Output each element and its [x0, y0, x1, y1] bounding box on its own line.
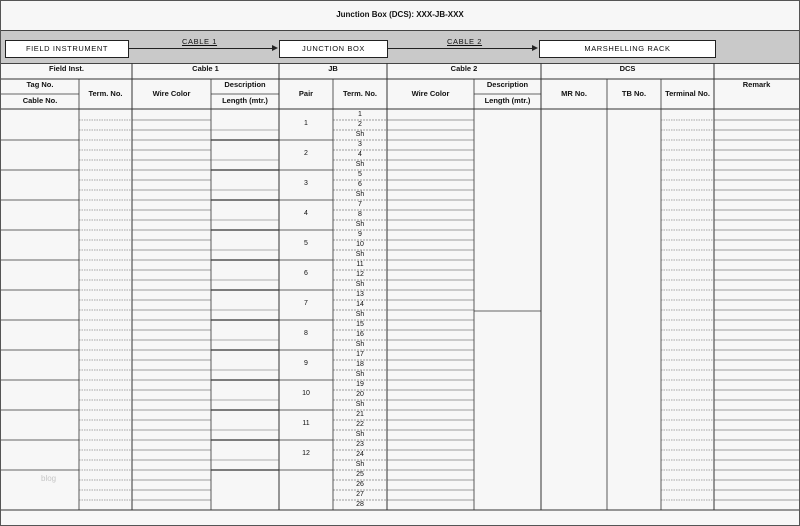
column-tag-no: Tag No.: [26, 80, 54, 89]
pair-cell: 4: [304, 210, 308, 217]
column-pair: Pair: [298, 89, 314, 98]
column-description-2: Description: [486, 80, 529, 89]
jb-term-cell: 2: [358, 121, 362, 128]
column-length: Length (mtr.): [222, 96, 268, 105]
field-instrument-box: FIELD INSTRUMENT: [5, 40, 129, 58]
jb-term-cell: Sh: [355, 431, 365, 438]
column-terminal-no: Terminal No.: [665, 89, 710, 98]
jb-term-cell: Sh: [355, 191, 365, 198]
column-term-no: Term. No.: [88, 89, 123, 98]
jb-term-cell: 21: [356, 411, 364, 418]
jb-term-cell: Sh: [355, 251, 365, 258]
jb-term-cell: 25: [356, 471, 364, 478]
jb-term-cell: 10: [356, 241, 364, 248]
jb-term-cell: Sh: [355, 371, 365, 378]
group-cable1: Cable 1: [192, 64, 219, 73]
jb-term-cell: 6: [358, 181, 362, 188]
cable1-flow-label: CABLE 1: [182, 37, 218, 46]
sheet-title: Junction Box (DCS): XXX-JB-XXX: [336, 10, 464, 19]
column-jb-term-no: Term. No.: [342, 89, 378, 98]
junction-box-box: JUNCTION BOX: [279, 40, 388, 58]
jb-term-cell: Sh: [355, 311, 365, 318]
jb-term-cell: 5: [358, 171, 362, 178]
pair-cell: 10: [302, 390, 310, 397]
jb-term-cell: Sh: [355, 281, 365, 288]
jb-term-cell: Sh: [355, 221, 365, 228]
pair-cell: 3: [304, 180, 308, 187]
group-cable2: Cable 2: [450, 64, 478, 73]
jb-term-cell: 13: [356, 291, 364, 298]
column-remark: Remark: [742, 80, 771, 89]
jb-term-cell: 24: [356, 451, 364, 458]
pair-cell: 5: [304, 240, 308, 247]
jb-term-cell: 22: [356, 421, 364, 428]
pair-cell: 1: [304, 120, 308, 127]
jb-term-cell: 15: [356, 321, 364, 328]
jb-term-cell: 7: [358, 201, 362, 208]
jb-term-cell: 8: [358, 211, 362, 218]
jb-term-cell: 17: [356, 351, 364, 358]
pair-cell: 11: [302, 420, 310, 427]
jb-term-cell: 1: [358, 111, 362, 118]
jb-term-cell: 28: [356, 501, 364, 508]
jb-term-cell: 12: [356, 271, 364, 278]
pair-cell: 12: [302, 450, 310, 457]
watermark: blog: [41, 474, 57, 483]
column-description: Description: [224, 80, 266, 89]
group-jb: JB: [328, 64, 338, 73]
jb-term-cell: Sh: [355, 341, 365, 348]
jb-term-cell: Sh: [355, 161, 365, 168]
cable2-flow-label: CABLE 2: [447, 37, 483, 46]
group-dcs: DCS: [619, 64, 636, 73]
jb-term-cell: 20: [356, 391, 364, 398]
jb-term-cell: Sh: [355, 131, 365, 138]
pair-cell: 2: [304, 150, 308, 157]
jb-term-cell: 19: [356, 381, 364, 388]
column-tb-no: TB No.: [621, 89, 647, 98]
column-wire-color-2: Wire Color: [411, 89, 450, 98]
jb-term-cell: 18: [356, 361, 364, 368]
column-mr-no: MR No.: [561, 89, 587, 98]
column-cable-no: Cable No.: [22, 96, 58, 105]
jb-term-cell: 11: [356, 261, 364, 268]
column-length-2: Length (mtr.): [484, 96, 531, 105]
pair-cell: 8: [304, 330, 308, 337]
jb-term-cell: 3: [358, 141, 362, 148]
jb-term-cell: Sh: [355, 401, 365, 408]
jb-term-cell: 4: [358, 151, 362, 158]
jb-term-cell: 26: [356, 481, 364, 488]
jb-term-cell: 9: [358, 231, 362, 238]
column-wire-color: Wire Color: [152, 89, 191, 98]
pair-cell: 7: [304, 300, 308, 307]
jb-term-cell: Sh: [355, 461, 365, 468]
group-field-inst: Field Inst.: [48, 64, 84, 73]
jb-term-cell: 27: [356, 491, 364, 498]
table-grid: [1, 1, 799, 525]
jb-term-cell: 23: [356, 441, 364, 448]
marshelling-rack-box: MARSHELLING RACK: [539, 40, 716, 58]
pair-cell: 9: [304, 360, 308, 367]
pair-cell: 6: [304, 270, 308, 277]
jb-term-cell: 14: [356, 301, 364, 308]
jb-term-cell: 16: [356, 331, 364, 338]
